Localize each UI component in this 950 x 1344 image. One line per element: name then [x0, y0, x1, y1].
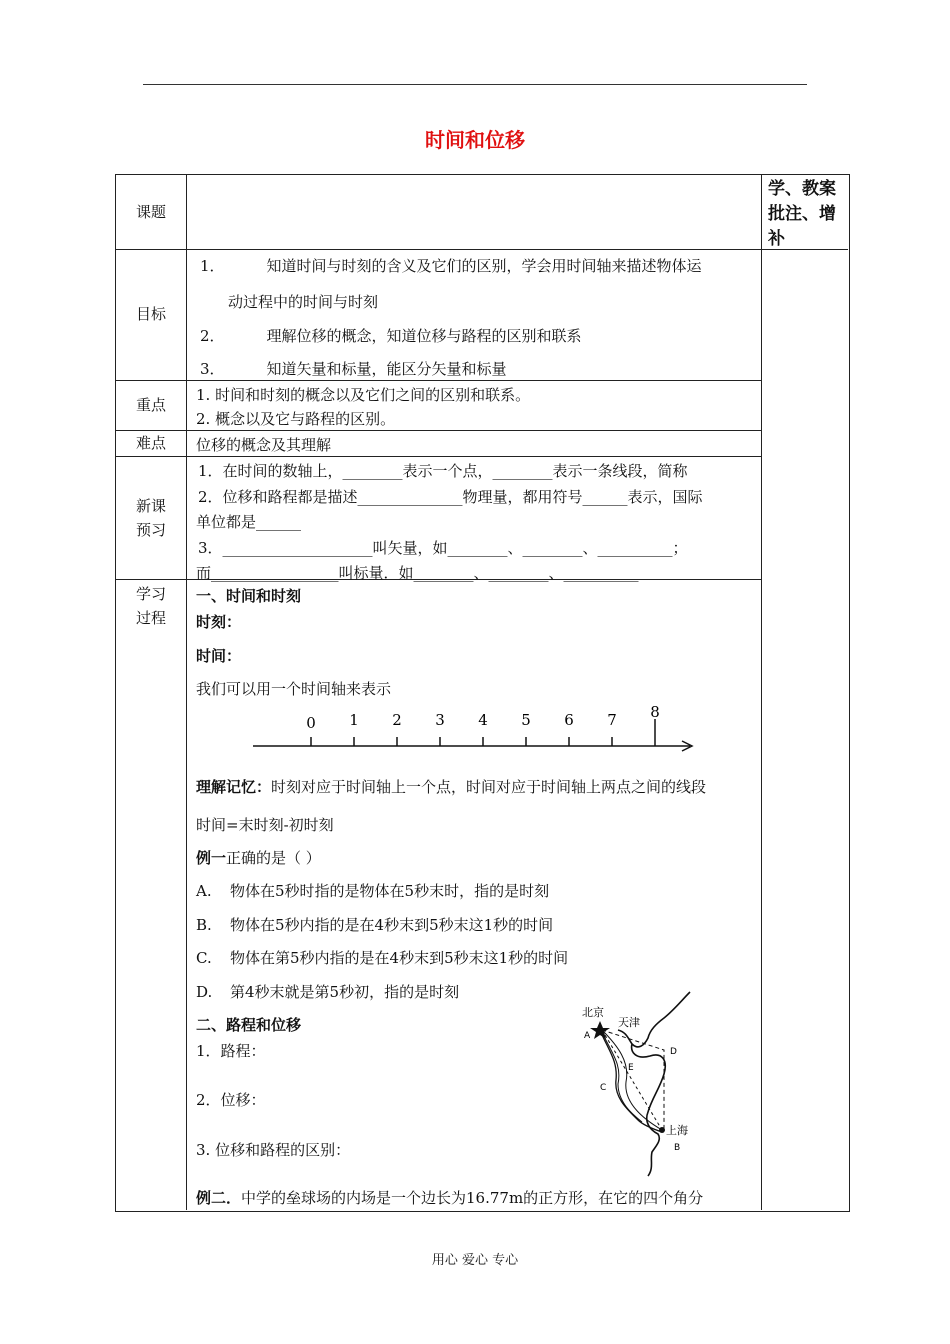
- option-letter: A.: [196, 882, 212, 900]
- option-item: [196, 880, 549, 901]
- topic-label: 课题: [135, 203, 166, 221]
- process-label-line: 过程: [135, 609, 166, 627]
- beijing-star-icon: [590, 1021, 610, 1039]
- map-label-d: D: [670, 1047, 677, 1057]
- time-axis: [250, 705, 710, 757]
- concept-item: 1．路程：: [196, 1042, 266, 1060]
- memory-note-label: 理解记忆：: [196, 778, 272, 796]
- axis-tick-label: 6: [564, 711, 574, 729]
- section-heading: 一、时间和时刻: [196, 587, 302, 605]
- preview-label-line: 新课: [135, 497, 166, 515]
- interval-label: 时间：: [196, 647, 242, 665]
- option-text: 物体在5秒时指的是物体在5秒末时，指的是时刻: [230, 882, 550, 900]
- example-2: [196, 1187, 703, 1208]
- preview-line: 1．在时间的数轴上，________表示一个点，________表示一条线段，简称: [198, 462, 688, 480]
- route-c-inner: [602, 1032, 642, 1122]
- goal-text: 知道矢量和标量，能区分矢量和标量: [266, 360, 507, 378]
- option-letter: D.: [196, 983, 213, 1001]
- key-point: 1. 时间和时刻的概念以及它们之间的区别和联系。: [196, 386, 531, 404]
- header-rule: [143, 84, 807, 85]
- axis-tick-label: 1: [349, 711, 359, 729]
- preview-label: [116, 494, 186, 542]
- axis-tick-label: 8: [650, 705, 660, 721]
- preview-line: 而_________________叫标量．如________、________、__________: [196, 564, 639, 582]
- concept-item: 3. 位移和路程的区别：: [196, 1141, 351, 1159]
- goals-label: 目标: [135, 305, 166, 323]
- map-label-beijing: 北京: [582, 1006, 604, 1019]
- row-divider: [115, 430, 761, 431]
- axis-tick-label: 5: [521, 711, 531, 729]
- col-divider-right: [761, 174, 762, 1210]
- option-letter: B.: [196, 916, 212, 934]
- goal-number: 1．: [200, 257, 225, 275]
- key-point: 2. 概念以及它与路程的区别。: [196, 410, 396, 428]
- preview-label-line: 预习: [135, 521, 166, 539]
- example-label: 例一: [196, 849, 227, 867]
- axis-tick-label: 4: [478, 711, 488, 729]
- option-item: [196, 914, 553, 935]
- option-item: [196, 981, 459, 1002]
- row-divider: [115, 456, 761, 457]
- difficulty-text: 位移的概念及其理解: [196, 436, 332, 454]
- footer: 用心 爱心 专心: [431, 1253, 519, 1268]
- route-map: [578, 990, 698, 1180]
- option-item: [196, 947, 568, 968]
- annotation-column-header: 学、教案批注、增补: [768, 179, 836, 249]
- goal-item: [200, 358, 507, 379]
- axis-tick-label: 2: [392, 711, 402, 729]
- axis-intro: 我们可以用一个时间轴来表示: [196, 680, 392, 698]
- map-label-e: E: [628, 1063, 634, 1073]
- section-heading: 二、路程和位移: [196, 1016, 302, 1034]
- goal-item: [200, 255, 702, 276]
- map-label-a: A: [584, 1031, 591, 1041]
- option-text: 第4秒末就是第5秒初，指的是时刻: [230, 983, 460, 1001]
- col-divider-left: [186, 174, 187, 1210]
- map-label-c: C: [600, 1083, 607, 1093]
- shanghai-dot: [659, 1127, 665, 1133]
- axis-tick-label: 0: [306, 714, 316, 732]
- process-label-line: 学习: [135, 585, 166, 603]
- row-divider: [115, 249, 848, 250]
- goal-text: 动过程中的时间与时刻: [228, 293, 379, 311]
- goal-item: [228, 291, 378, 312]
- row-divider: [115, 380, 761, 381]
- concept-item: 2．位移：: [196, 1091, 266, 1109]
- example-question: 中学的垒球场的内场是一个边长为16.77m的正方形，在它的四个角分: [241, 1189, 704, 1207]
- goal-text: 理解位移的概念，知道位移与路程的区别和联系: [266, 327, 582, 345]
- goal-number: 2．: [200, 327, 225, 345]
- example-label: 例二．: [196, 1189, 242, 1207]
- memory-note: [196, 776, 706, 797]
- time-formula: 时间=末时刻-初时刻: [196, 816, 334, 834]
- memory-note-text: 时刻对应于时间轴上一个点，时间对应于时间轴上两点之间的线段: [271, 778, 707, 796]
- page-title: 时间和位移: [425, 128, 525, 152]
- option-text: 物体在5秒内指的是在4秒末到5秒末这1秒的时间: [230, 916, 554, 934]
- goal-item: [200, 325, 582, 346]
- option-text: 物体在第5秒内指的是在4秒末到5秒末这1秒的时间: [230, 949, 569, 967]
- process-label: [116, 582, 186, 630]
- goal-text: 知道时间与时刻的含义及它们的区别，学会用时间轴来描述物体运: [266, 257, 702, 275]
- map-label-shanghai: 上海: [666, 1124, 688, 1137]
- map-label-b: B: [674, 1143, 681, 1153]
- axis-tick-label: 7: [607, 711, 617, 729]
- preview-line: 3．____________________叫矢量，如________、________、__________；: [198, 539, 688, 557]
- preview-line: 2．位移和路程都是描述______________物理量，都用符号______表示，国际: [198, 488, 703, 506]
- key-points-label: 重点: [135, 396, 166, 414]
- difficulty-label: 难点: [135, 434, 166, 452]
- axis-tick-label: 3: [435, 711, 445, 729]
- example-question: 正确的是（ ）: [226, 849, 321, 867]
- map-label-tianjin: 天津: [618, 1016, 640, 1029]
- example-1: [196, 847, 321, 868]
- preview-line: 单位都是______: [196, 513, 302, 531]
- moment-label: 时刻：: [196, 613, 242, 631]
- goal-number: 3．: [200, 360, 225, 378]
- option-letter: C.: [196, 949, 212, 967]
